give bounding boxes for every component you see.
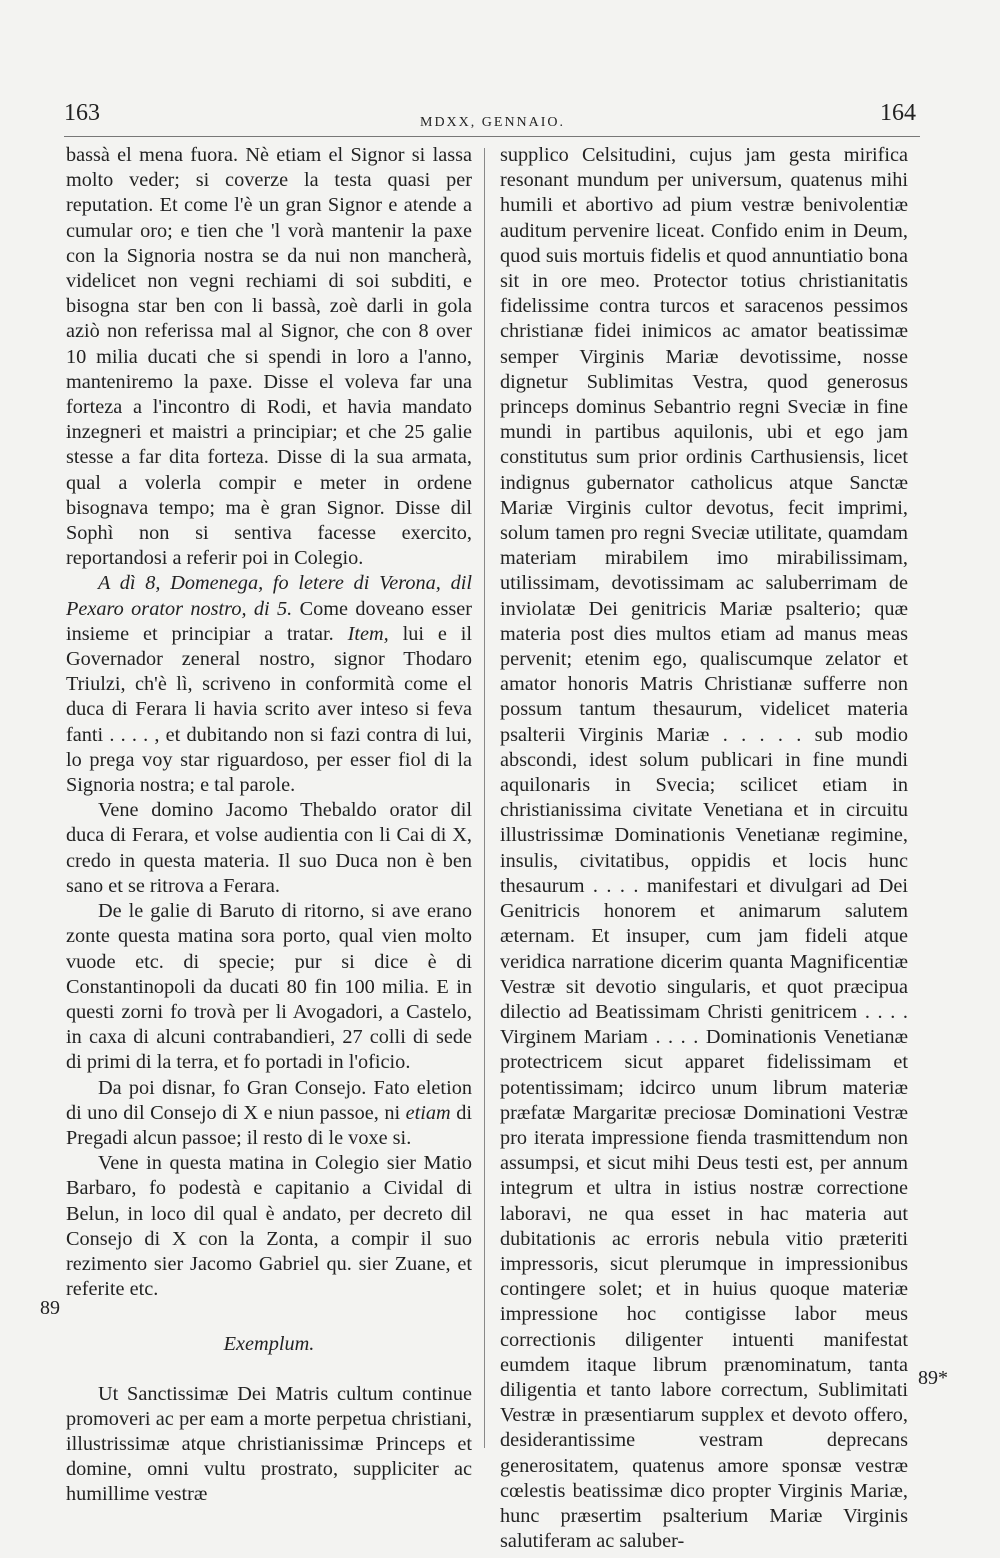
right-page-number: 164 — [880, 100, 916, 126]
paragraph-2: A dì 8, Domenega, fo letere di Verona, dil Pexaro orator nostro, di 5. Come doveano esser insieme et principiar a tratar. Item, lui e il Governador zeneral nostro, signor Thodaro Triulzi, ch'è lì, scriveno in conformità come el duca di Ferara li havia scrito aver inteso si feva fanti . . . . , et dubitando non si fazi contra di lui, lo prega voy star riguardoso, per esser fiol di la Signoria nostra; e tal parole. — [66, 572, 472, 797]
column-divider — [484, 148, 485, 1448]
right-paragraph: supplico Celsitudini, cujus jam gesta mirifica resonant mundum per universum, quatenus mihi humili et abortivo ad pium vestræ benivolentiæ auditum pervenire liceat. Confido enim in Deum, quod suis mortuis fidelis et quod annuntiatio bona sit in ore meo. Protector totius christianitatis fidelissime contra turcos et saracenos pessimos christianæ fidei inimicos ac amator beatissimæ semper Virginis Mariæ devotissime, nosse dignetur Sublimitas Vestra, quod generosus princeps dominus Sebantrio regni Sveciæ in fine mundi in partibus aquilonis, ubi et ego jam constitutus sum prior ordinis Carthusiensis, licet indignus gubernator catholicus atque Sanctæ Mariæ Virginis cultor devotus, fecit imprimi, solum tamen pro regni Sveciæ utilitate, quamdam materiam mirabilem imo mirabilissimam, utilissimam, devotissimam ac saluberrimam de inviolatæ Dei genitricis Mariæ psalterio; quæ materia post dies multos etiam ad manus meas pervenit; etenim ego, qualiscumque zelator et amator honoris Matris Christianæ sufferre non possum tantum thesaurum, videlicet materia psalterii Virginis Mariæ . . . . . sub modio abscondi, idest solum publicari in fine mundi aquilonaris in Svecia; scilicet etiam in christianissima civitate Venetiana et in circuitu illustrissimæ Dominationis Venetianæ regimine, insulis, civitatibus, oppidis et locis hunc thesaurum . . . . manifestari et divulgari ad Dei Genitricis honorem et animarum salutem æternam. Et insuper, cum jam fideli atque veridica narratione dicerim quanta Magnificentiæ Vestræ sit devotio singularis, et quot præcipua dilectio ad Beatissimam Christi genitricem . . . . Virginem Mariam . . . . Dominationis Venetianæ protectricem sicut apparet fidelissimam et potentissimam; idcirco unum librum materiæ præfatæ Margaritæ preciosæ Dominationi Vestræ pro iterata impressione fienda trasmittendum non assumpsi, et sicut mihi Deus testi est, per annum integrum et ultra in istius nostræ correctione laboravi, ne qua esset in hac materia aut dubitationis ac erroris nebula vitio præteriti impressoris, sicut plerumque in impressionibus contingere solet; et in huius quoque materiæ impressione hoc contigisse labor meus correctionis diligenter intuenti manifestat eumdem itaque librum prænominatum, tanta diligentia et tanto labore correctum, Sublimitati Vestræ in præsentiarum supplex et devoto offero, desiderantissime vestram deprecans generositatem, quatenus amore sponsæ vestræ cœlestis beatissimæ dico propter Virginis Mariæ, hunc præsertim psalterium Mariæ Virginis salutiferam ac saluber- — [500, 144, 908, 1553]
running-head: MDXX, GENNAIO. — [420, 115, 566, 130]
date-heading: A dì 8, Domenega, fo letere di Verona, dil Pexaro orator nostro, di 5. — [66, 572, 472, 620]
item-word: Item, — [347, 622, 389, 645]
right-column — [500, 143, 908, 1554]
paragraph-4: De le galie di Baruto di ritorno, si ave erano zonte questa matina sora porto, qual vien molto vuode etc. di specie; pur si dice è di Constantinopoli da ducati 80 fin 100 milia. E in questi zorni fo trovà per li Avogadori, a Castelo, in caxa di alcuni contrabandieri, 27 colli di sede di primi di la terra, et fo portadi in l'oficio. — [66, 900, 472, 1074]
paragraph-7: Ut Sanctissimæ Dei Matris cultum continue promoveri ac per eam a morte perpetua christiani, illustrissimæ atque christianissimæ Princeps et domine, omni vultu prostrato, suppliciter ac humillime vestræ — [66, 1382, 472, 1506]
left-page-number: 163 — [64, 100, 100, 126]
left-column — [66, 143, 472, 1508]
margin-number-right: 89* — [918, 1367, 948, 1389]
paragraph-3: Vene domino Jacomo Thebaldo orator dil duca di Ferara, et volse audientia con li Cai di X, credo in questa materia. Il suo Duca non è ben sano et se ritrova a Ferara. — [66, 799, 472, 897]
section-heading: Exemplum. — [223, 1333, 315, 1356]
paragraph-5: Da poi disnar, fo Gran Consejo. Fato eletion di uno dil Consejo di X e niun passoe, ni etiam di Pregadi alcun passoe; il resto di le voxe si. — [66, 1076, 472, 1149]
header-rule — [64, 136, 920, 137]
margin-number-left: 89 — [40, 1297, 60, 1319]
paragraph-1: bassà el mena fuora. Nè etiam el Signor si lassa molto veder; si coverze la testa quasi per reputation. Et come l'è un gran Signor e atende a cumular oro; e tien che 'l vorà mantenir la paxe con la Signoria nostra se da nui non mancherà, videlicet non vegni rechiami di soi subditi, e bisogna star ben con li bassà, zoè darli in gola aziò non referissa mal al Signor, che con 8 over 10 milia ducati che si spendi in loro a l'anno, manteniremo la paxe. Disse el voleva far una forteza a l'incontro di Rodi, et havia mandato inzegneri et maistri a principiar; et che 25 galie stesse a far dita forteza. Disse di la sua armata, qual a volerla compir e meter in ordene bisognava tempo; ma è gran Signor. Disse dil Sophì non si sentiva facesse exercito, reportandosi a referir poi in Colegio. — [66, 144, 472, 570]
paragraph-6: Vene in questa matina in Colegio sier Matio Barbaro, fo podestà e capitanio a Cividal di Belun, in loco dil qual è andato, per decreto dil Consejo di X con la Zonta, a compir il suo rezimento sier Jacomo Gabriel qu. sier Zuane, et referite etc. — [66, 1152, 472, 1301]
